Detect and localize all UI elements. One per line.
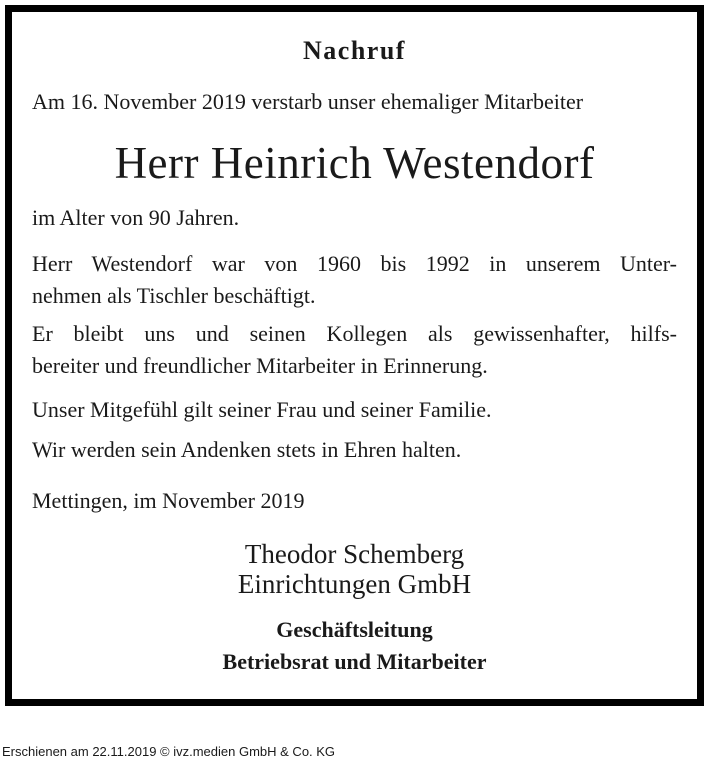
remembrance-line-1: Er bleibt uns und seinen Kollegen als gewissenhafter, hilfs- (32, 321, 677, 346)
employment-paragraph (32, 248, 677, 312)
remembrance-line-2: bereiter und freundlicher Mitarbeiter in Erinnerung. (32, 353, 488, 378)
notice-heading: Nachruf (303, 36, 406, 65)
company-name (12, 539, 697, 599)
intro-text: Am 16. November 2019 verstarb unser ehemaliger Mitarbeiter (32, 89, 584, 114)
place-date: Mettingen, im November 2019 (32, 488, 305, 513)
publication-footer: Erschienen am 22.11.2019 © ivz.medien GmbH & Co. KG (2, 744, 336, 759)
employment-line-1: Herr Westendorf war von 1960 bis 1992 in unserem Unter- (32, 251, 677, 276)
obituary-notice (5, 5, 704, 706)
deceased-name: Herr Heinrich Westendorf (114, 138, 595, 188)
remembrance-paragraph (32, 318, 677, 382)
memory-paragraph: Wir werden sein Andenken stets in Ehren halten. (32, 437, 462, 462)
age-text: im Alter von 90 Jahren. (32, 205, 240, 230)
sympathy-paragraph: Unser Mitgefühl gilt seiner Frau und seiner Familie. (32, 397, 492, 422)
company-line-2: Einrichtungen GmbH (237, 569, 472, 599)
signer-management: Geschäftsleitung (276, 617, 433, 642)
employment-line-2: nehmen als Tischler beschäftigt. (32, 283, 316, 308)
company-line-1: Theodor Schemberg (244, 539, 465, 569)
signers (12, 614, 697, 678)
signer-staff: Betriebsrat und Mitarbeiter (222, 649, 487, 674)
